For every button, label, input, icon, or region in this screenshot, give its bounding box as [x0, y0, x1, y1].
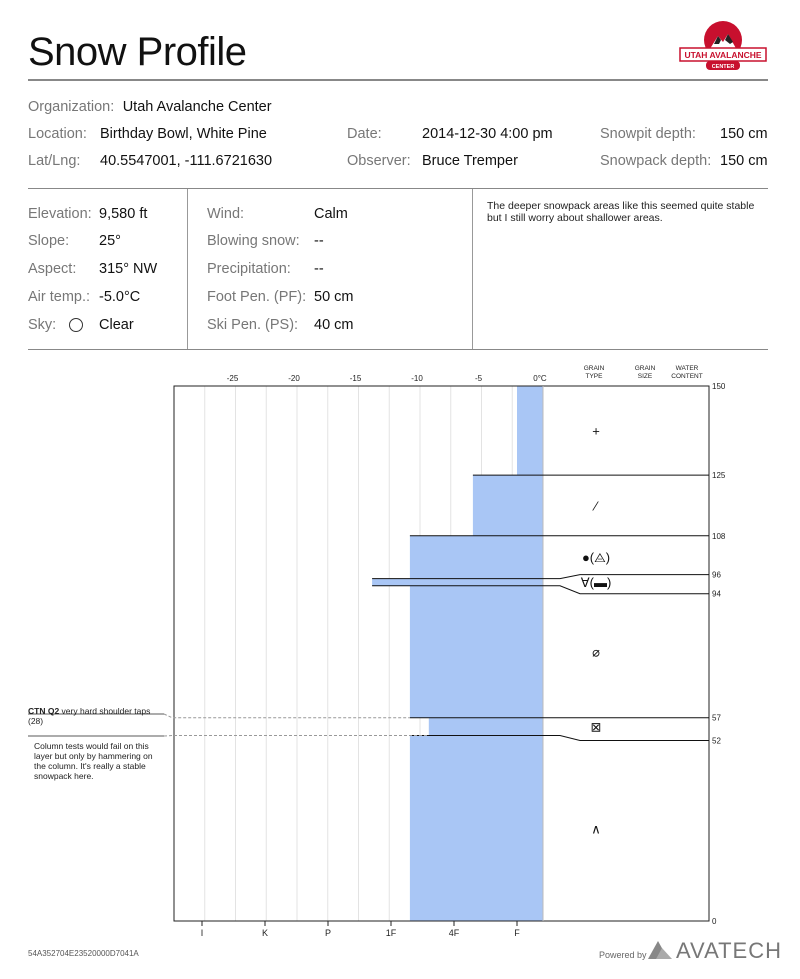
aspect-label: Aspect: — [28, 261, 77, 277]
depth-tick-label: 108 — [712, 531, 726, 541]
info-divider — [28, 188, 768, 189]
location-value: Birthday Bowl, White Pine — [100, 126, 267, 142]
depth-tick-label: 52 — [712, 736, 721, 746]
temp-tick-label: -15 — [349, 374, 362, 383]
temp-tick-label: -10 — [411, 374, 423, 383]
grain-type-symbol: ⊠ — [590, 719, 602, 735]
logo-name: UTAH AVALANCHE — [684, 50, 762, 60]
blowing-snow-label: Blowing snow: — [207, 233, 300, 249]
conditions-bottom-divider — [28, 349, 768, 350]
column-header: CONTENT — [671, 373, 703, 380]
organization-row — [28, 98, 272, 116]
ski-pen-label: Ski Pen. (PS): — [207, 317, 299, 333]
grain-type-symbol: ⁄ — [594, 498, 598, 514]
precipitation-value: -- — [314, 261, 324, 277]
grain-type-symbol: ●(⨺) — [581, 550, 611, 566]
observer-label: Observer: — [347, 153, 411, 169]
depth-tick-label: 150 — [712, 382, 726, 391]
sky-label: Sky: — [28, 317, 57, 333]
depth-tick-label: 125 — [712, 471, 726, 481]
airtemp-value: -5.0°C — [99, 289, 141, 305]
wind-value: Calm — [314, 206, 348, 222]
airtemp-label: Air temp.: — [28, 289, 91, 305]
temp-tick-label: -5 — [474, 374, 483, 383]
test-comment: Column tests would fail on this layer but only by hammering on the column. It's really a stable snowpack here. — [34, 741, 153, 781]
column-header: WATER — [675, 365, 699, 372]
snow-profile-chart — [0, 355, 800, 940]
title-divider — [28, 79, 768, 81]
profile-id: 54A352704E23520000D7041A — [28, 949, 139, 958]
date-label: Date: — [347, 126, 382, 142]
organization-label: Organization: — [28, 99, 115, 115]
sky-value: Clear — [99, 317, 134, 333]
organization-value: Utah Avalanche Center — [122, 99, 272, 115]
grain-type-symbol: + — [592, 423, 600, 439]
powered-by-label: Powered by — [599, 950, 647, 960]
aspect-value: 315° NW — [99, 261, 158, 277]
test-connector — [164, 714, 410, 718]
page-title: Snow Profile — [28, 30, 247, 74]
latlng-value: 40.5547001, -111.6721630 — [100, 153, 273, 169]
hardness-tick-label: 4F — [448, 928, 460, 938]
snowpit-depth-value: 150 cm — [720, 126, 768, 142]
hardness-bar — [372, 579, 543, 586]
test-annotation-2 — [34, 741, 164, 781]
test-text: very hard shoulder taps (28) — [28, 706, 151, 726]
depth-tick-label: 57 — [712, 713, 721, 723]
snowpack-depth-value: 150 cm — [720, 153, 768, 169]
temp-tick-label: -20 — [288, 374, 300, 383]
clear-sky-circle-icon — [69, 318, 83, 337]
temp-tick-label: 0°C — [533, 374, 547, 383]
elevation-label: Elevation: — [28, 206, 92, 222]
grain-type-symbol: ∧ — [591, 821, 601, 837]
foot-pen-label: Foot Pen. (PF): — [207, 289, 307, 305]
snowpack-depth-label: Snowpack depth: — [600, 153, 712, 169]
snowpit-depth-label: Snowpit depth: — [600, 126, 696, 142]
grain-type-symbol: ∀(▬) — [580, 575, 612, 591]
hardness-bar — [473, 475, 543, 536]
latlng-label: Lat/Lng: — [28, 153, 81, 169]
utah-avalanche-center-logo — [678, 18, 768, 78]
hardness-tick-label: I — [200, 928, 204, 938]
conditions-divider-1 — [187, 189, 188, 350]
depth-tick-label: 94 — [712, 589, 721, 599]
grain-type-symbol: ⌀ — [592, 644, 600, 660]
slope-label: Slope: — [28, 233, 70, 249]
elevation-value: 9,580 ft — [99, 206, 148, 222]
hardness-bar — [410, 736, 543, 921]
blowing-snow-value: -- — [314, 233, 324, 249]
depth-tick-label: 96 — [712, 570, 721, 580]
conditions-divider-2 — [472, 189, 473, 350]
hardness-tick-label: P — [324, 928, 332, 938]
hardness-bar — [429, 718, 543, 736]
date-value: 2014-12-30 4:00 pm — [422, 126, 553, 142]
logo-sub: CENTER — [711, 64, 735, 70]
hardness-bar — [517, 386, 543, 475]
hardness-bar — [410, 586, 543, 718]
hardness-tick-label: 1F — [385, 928, 397, 938]
hardness-tick-label: F — [514, 928, 520, 938]
column-header: SIZE — [637, 373, 653, 380]
slope-value: 25° — [99, 233, 121, 249]
column-header: GRAIN — [634, 365, 656, 372]
wind-label: Wind: — [207, 206, 245, 222]
test-annotation-1 — [28, 706, 163, 726]
observer-value: Bruce Tremper — [422, 153, 518, 169]
foot-pen-value: 50 cm — [314, 289, 354, 305]
avatech-logo-icon — [648, 939, 672, 964]
location-label: Location: — [28, 126, 87, 142]
temp-tick-label: -25 — [226, 374, 239, 383]
column-header: GRAIN — [583, 365, 605, 372]
test-code: CTN Q2 — [28, 706, 60, 716]
hardness-bar — [410, 536, 543, 579]
hardness-tick-label: K — [261, 928, 269, 938]
depth-tick-label: 0 — [712, 917, 717, 926]
column-header: TYPE — [585, 373, 603, 380]
avatech-brand: AVATECH — [676, 938, 783, 963]
precipitation-label: Precipitation: — [207, 261, 291, 277]
notes: The deeper snowpack areas like this seemed quite stable but I still worry about shallower areas. — [487, 200, 755, 224]
ski-pen-value: 40 cm — [314, 317, 354, 333]
